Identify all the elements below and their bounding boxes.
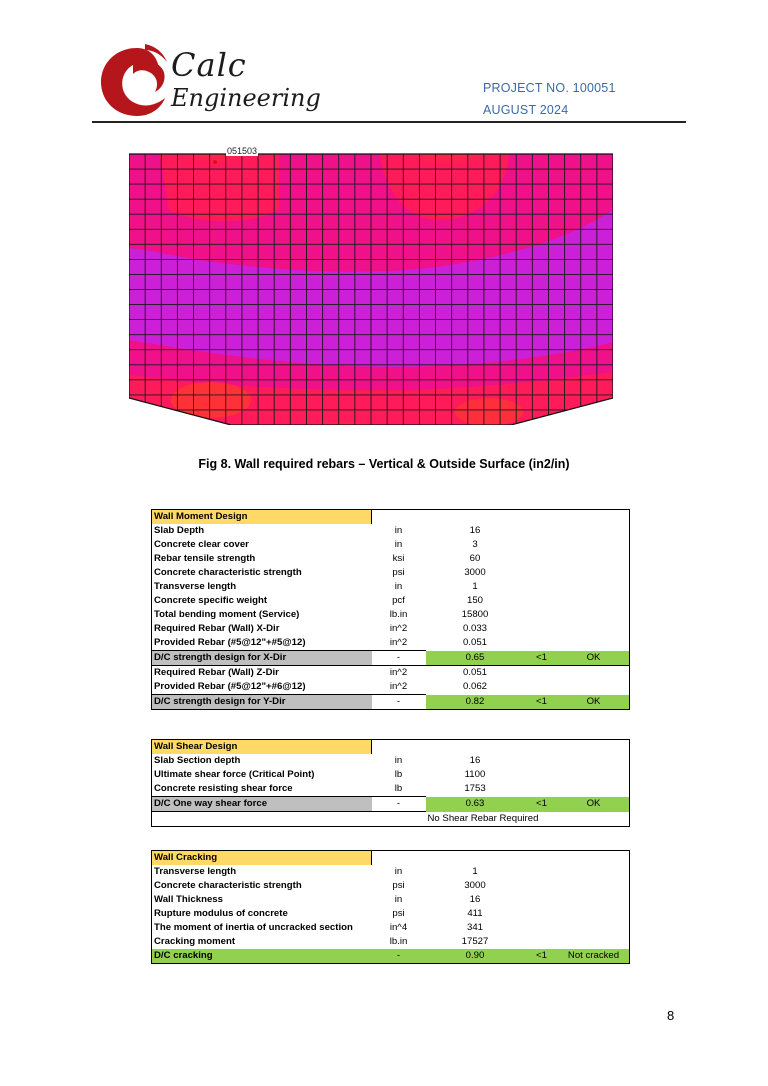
row-value: 0.033	[462, 623, 487, 634]
row-value: 0.90	[426, 949, 525, 964]
row-unit: pcf	[392, 595, 405, 606]
row-label: Provided Rebar (#5@12"+#5@12)	[152, 636, 372, 651]
table-row	[152, 907, 630, 921]
table-row	[152, 636, 630, 651]
row-comparison	[525, 566, 559, 580]
row-status	[559, 768, 630, 782]
project-date: AUGUST 2024	[483, 103, 569, 117]
row-value: 0.062	[462, 681, 487, 693]
row-value: 0.82	[426, 695, 525, 710]
row-label: Slab Section depth	[152, 754, 372, 768]
row-comparison: <1	[525, 949, 559, 964]
row-value: 16	[469, 525, 481, 536]
table-row	[152, 797, 630, 812]
row-status	[559, 782, 630, 797]
table-row	[152, 680, 630, 695]
row-status: OK	[559, 797, 630, 812]
row-value: 1	[472, 866, 478, 877]
row-comparison: <1	[525, 797, 559, 812]
header-divider	[92, 121, 686, 123]
table-row	[152, 552, 630, 566]
row-status	[559, 538, 630, 552]
row-comparison	[525, 754, 559, 768]
row-value: 411	[467, 908, 483, 919]
node-marker-icon	[213, 160, 217, 164]
row-status	[559, 754, 630, 768]
row-unit: lb.in	[389, 936, 408, 947]
row-label: Wall Thickness	[152, 893, 372, 907]
row-label: D/C cracking	[152, 949, 372, 964]
row-status	[559, 865, 630, 879]
row-unit: in	[394, 581, 403, 592]
row-value: 16	[469, 755, 481, 766]
row-status	[559, 622, 630, 636]
row-label: Rupture modulus of concrete	[152, 907, 372, 921]
row-value: 0.051	[462, 637, 487, 649]
row-value: 0.63	[426, 797, 525, 812]
row-unit: in	[394, 539, 403, 550]
row-comparison	[525, 608, 559, 622]
row-value: 17527	[461, 936, 489, 947]
row-value: 3	[472, 539, 478, 550]
row-unit: in^2	[389, 637, 408, 648]
table-row	[152, 921, 630, 935]
row-unit: in^2	[389, 681, 408, 692]
row-value: 16	[469, 894, 481, 905]
table-title: Wall Cracking	[152, 851, 372, 866]
row-label: D/C strength design for X-Dir	[152, 651, 372, 666]
table-row	[152, 865, 630, 879]
shear-note: No Shear Rebar Required	[426, 812, 630, 827]
table-title: Wall Shear Design	[152, 740, 372, 755]
row-unit: psi	[392, 880, 405, 891]
row-comparison	[525, 538, 559, 552]
row-unit: in	[394, 525, 403, 536]
row-value: 0.051	[462, 667, 487, 678]
row-status	[559, 893, 630, 907]
page-number: 8	[667, 1008, 675, 1023]
row-unit: -	[372, 797, 426, 812]
row-comparison	[525, 594, 559, 608]
row-unit: in	[394, 866, 403, 877]
table-row	[152, 768, 630, 782]
table-row	[152, 651, 630, 666]
row-label: Cracking moment	[152, 935, 372, 949]
table-row	[152, 695, 630, 710]
row-status	[559, 608, 630, 622]
row-status	[559, 921, 630, 935]
row-label: Concrete resisting shear force	[152, 782, 372, 797]
row-status	[559, 680, 630, 695]
row-unit: in	[394, 894, 403, 905]
row-label: Transverse length	[152, 865, 372, 879]
table-row	[152, 893, 630, 907]
row-unit: lb.in	[389, 609, 408, 620]
wall-shear-design-table	[151, 739, 630, 827]
row-status	[559, 552, 630, 566]
row-value: 1	[472, 581, 478, 592]
node-label: 051503	[227, 146, 258, 156]
wall-cracking-table	[151, 850, 630, 964]
table-row	[152, 782, 630, 797]
table-row	[152, 879, 630, 893]
row-label: Provided Rebar (#5@12"+#6@12)	[152, 680, 372, 695]
row-value: 3000	[464, 567, 486, 578]
row-comparison	[525, 921, 559, 935]
row-unit: lb	[394, 783, 403, 794]
table-title: Wall Moment Design	[152, 510, 372, 525]
row-comparison	[525, 680, 559, 695]
row-status	[559, 594, 630, 608]
row-comparison	[525, 879, 559, 893]
table-row	[152, 580, 630, 594]
row-value: 1100	[464, 769, 486, 780]
row-unit: in^2	[389, 623, 408, 634]
row-status: Not cracked	[559, 949, 630, 964]
row-unit: psi	[392, 908, 405, 919]
row-comparison	[525, 580, 559, 594]
logo-text-calc: Calc	[171, 46, 247, 84]
row-label: Required Rebar (Wall) X-Dir	[152, 622, 372, 636]
company-logo	[97, 40, 321, 120]
row-label: D/C One way shear force	[152, 797, 372, 812]
row-status	[559, 935, 630, 949]
table-row	[152, 754, 630, 768]
row-unit: -	[372, 949, 426, 964]
row-unit: ksi	[392, 553, 405, 564]
row-label: D/C strength design for Y-Dir	[152, 695, 372, 710]
table-row	[152, 566, 630, 580]
row-status	[559, 879, 630, 893]
table-row	[152, 524, 630, 538]
row-unit: -	[372, 695, 426, 710]
figure-caption: Fig 8. Wall required rebars – Vertical & Outside Surface (in2/in)	[198, 457, 570, 471]
row-comparison	[525, 524, 559, 538]
project-number: PROJECT NO. 100051	[483, 81, 616, 95]
row-comparison	[525, 636, 559, 651]
row-label: Concrete characteristic strength	[152, 879, 372, 893]
row-comparison	[525, 893, 559, 907]
row-unit: in^4	[389, 922, 408, 933]
contour-plot	[129, 150, 613, 425]
row-comparison	[525, 666, 559, 681]
row-status	[559, 566, 630, 580]
row-label: The moment of inertia of uncracked section	[152, 921, 372, 935]
row-label: Required Rebar (Wall) Z-Dir	[152, 666, 372, 681]
row-status	[559, 580, 630, 594]
row-value: 15800	[461, 609, 489, 620]
row-unit: in^2	[389, 667, 408, 678]
row-value: 0.65	[426, 651, 525, 666]
row-label: Ultimate shear force (Critical Point)	[152, 768, 372, 782]
row-label: Concrete specific weight	[152, 594, 372, 608]
row-value: 150	[466, 595, 483, 606]
row-label: Rebar tensile strength	[152, 552, 372, 566]
row-comparison	[525, 865, 559, 879]
row-unit: psi	[392, 567, 405, 578]
row-comparison	[525, 768, 559, 782]
row-value: 3000	[464, 880, 486, 891]
table-row	[152, 594, 630, 608]
row-label: Slab Depth	[152, 524, 372, 538]
swirl-logo-icon	[97, 40, 177, 120]
row-unit: -	[372, 651, 426, 666]
row-comparison: <1	[525, 695, 559, 710]
row-unit: in	[394, 755, 403, 766]
logo-text-engineering: Engineering	[171, 84, 321, 112]
row-comparison	[525, 907, 559, 921]
row-comparison	[525, 622, 559, 636]
row-label: Concrete clear cover	[152, 538, 372, 552]
row-status	[559, 636, 630, 651]
row-comparison: <1	[525, 651, 559, 666]
table-row	[152, 622, 630, 636]
row-value: 341	[466, 922, 483, 933]
table-row	[152, 949, 630, 964]
row-status	[559, 907, 630, 921]
row-value: 1753	[464, 783, 486, 795]
row-value: 60	[469, 553, 481, 564]
row-label: Transverse length	[152, 580, 372, 594]
row-status: OK	[559, 651, 630, 666]
row-comparison	[525, 782, 559, 797]
table-row	[152, 608, 630, 622]
row-status: OK	[559, 695, 630, 710]
wall-moment-design-table	[151, 509, 630, 710]
table-row	[152, 538, 630, 552]
table-row	[152, 666, 630, 681]
row-label: Concrete characteristic strength	[152, 566, 372, 580]
row-comparison	[525, 935, 559, 949]
row-status	[559, 524, 630, 538]
table-row	[152, 935, 630, 949]
row-unit: lb	[394, 769, 403, 780]
row-comparison	[525, 552, 559, 566]
row-status	[559, 666, 630, 681]
row-label: Total bending moment (Service)	[152, 608, 372, 622]
